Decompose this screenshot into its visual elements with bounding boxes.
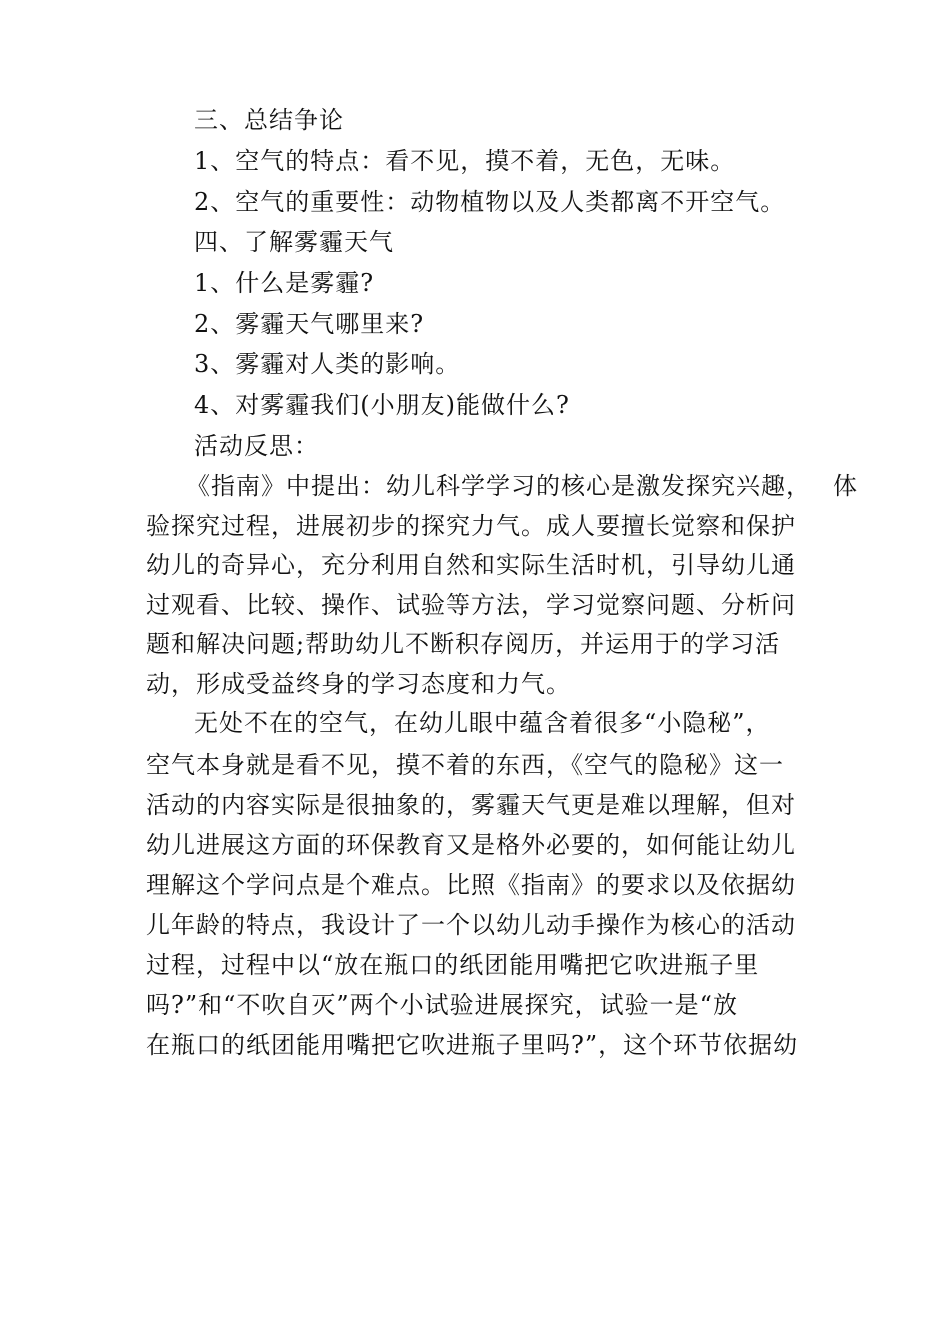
section3-item1: 1、空气的特点：看不见，摸不着，无色，无味。 (194, 147, 736, 175)
reflection-para1-line1a: 《指南》中提出：幼儿科学学习的核心是激发探究兴趣， (186, 472, 811, 500)
reflection-para2-line9: 在瓶口的纸团能用嘴把它吹进瓶子里吗?”，这个环节依据幼 (146, 1031, 799, 1059)
reflection-para2-line6: 儿年龄的特点，我设计了一个以幼儿动手操作为核心的活动 (146, 911, 796, 939)
reflection-para2-line1: 无处不在的空气，在幼儿眼中蕴含着很多“小隐秘”， (194, 709, 771, 737)
reflection-para1-line1b: 体 (833, 472, 858, 500)
reflection-para2-line3: 活动的内容实际是很抽象的，雾霾天气更是难以理解，但对 (146, 791, 796, 819)
reflection-para1-line2: 验探究过程，进展初步的探究力气。成人要擅长觉察和保护 (146, 512, 796, 540)
section3-item2: 2、空气的重要性：动物植物以及人类都离不开空气。 (194, 188, 786, 216)
reflection-para2-line5: 理解这个学问点是个难点。比照《指南》的要求以及依据幼 (146, 871, 796, 899)
reflection-para2-line2: 空气本身就是看不见，摸不着的东西，《空气的隐秘》这一 (146, 751, 784, 779)
reflection-para1-line1 (186, 471, 858, 501)
section4-item2: 2、雾霾天气哪里来? (194, 310, 425, 338)
reflection-para2-line4: 幼儿进展这方面的环保教育又是格外必要的，如何能让幼儿 (146, 831, 796, 859)
reflection-para1-line3: 幼儿的奇异心，充分利用自然和实际生活时机，引导幼儿通 (146, 551, 796, 579)
reflection-para1-line4: 过观看、比较、操作、试验等方法，学习觉察问题、分析问 (146, 591, 796, 619)
section4-item3: 3、雾霾对人类的影响。 (194, 350, 461, 378)
reflection-para1-line6: 动，形成受益终身的学习态度和力气。 (146, 670, 571, 698)
section4-heading: 四、了解雾霾天气 (194, 228, 394, 256)
section4-item1: 1、什么是雾霾? (194, 269, 375, 297)
section3-heading: 三、总结争论 (194, 106, 344, 134)
reflection-para1-line5: 题和解决问题;帮助幼儿不断积存阅历，并运用于的学习活 (146, 630, 781, 658)
reflection-heading: 活动反思： (194, 432, 319, 460)
reflection-para2-line7: 过程，过程中以“放在瓶口的纸团能用嘴把它吹进瓶子里 (146, 951, 760, 979)
reflection-para2-line8: 吗?”和“不吹自灭”两个小试验进展探究，试验一是“放 (146, 991, 738, 1019)
section4-item4: 4、对雾霾我们(小朋友)能做什么? (194, 391, 570, 419)
